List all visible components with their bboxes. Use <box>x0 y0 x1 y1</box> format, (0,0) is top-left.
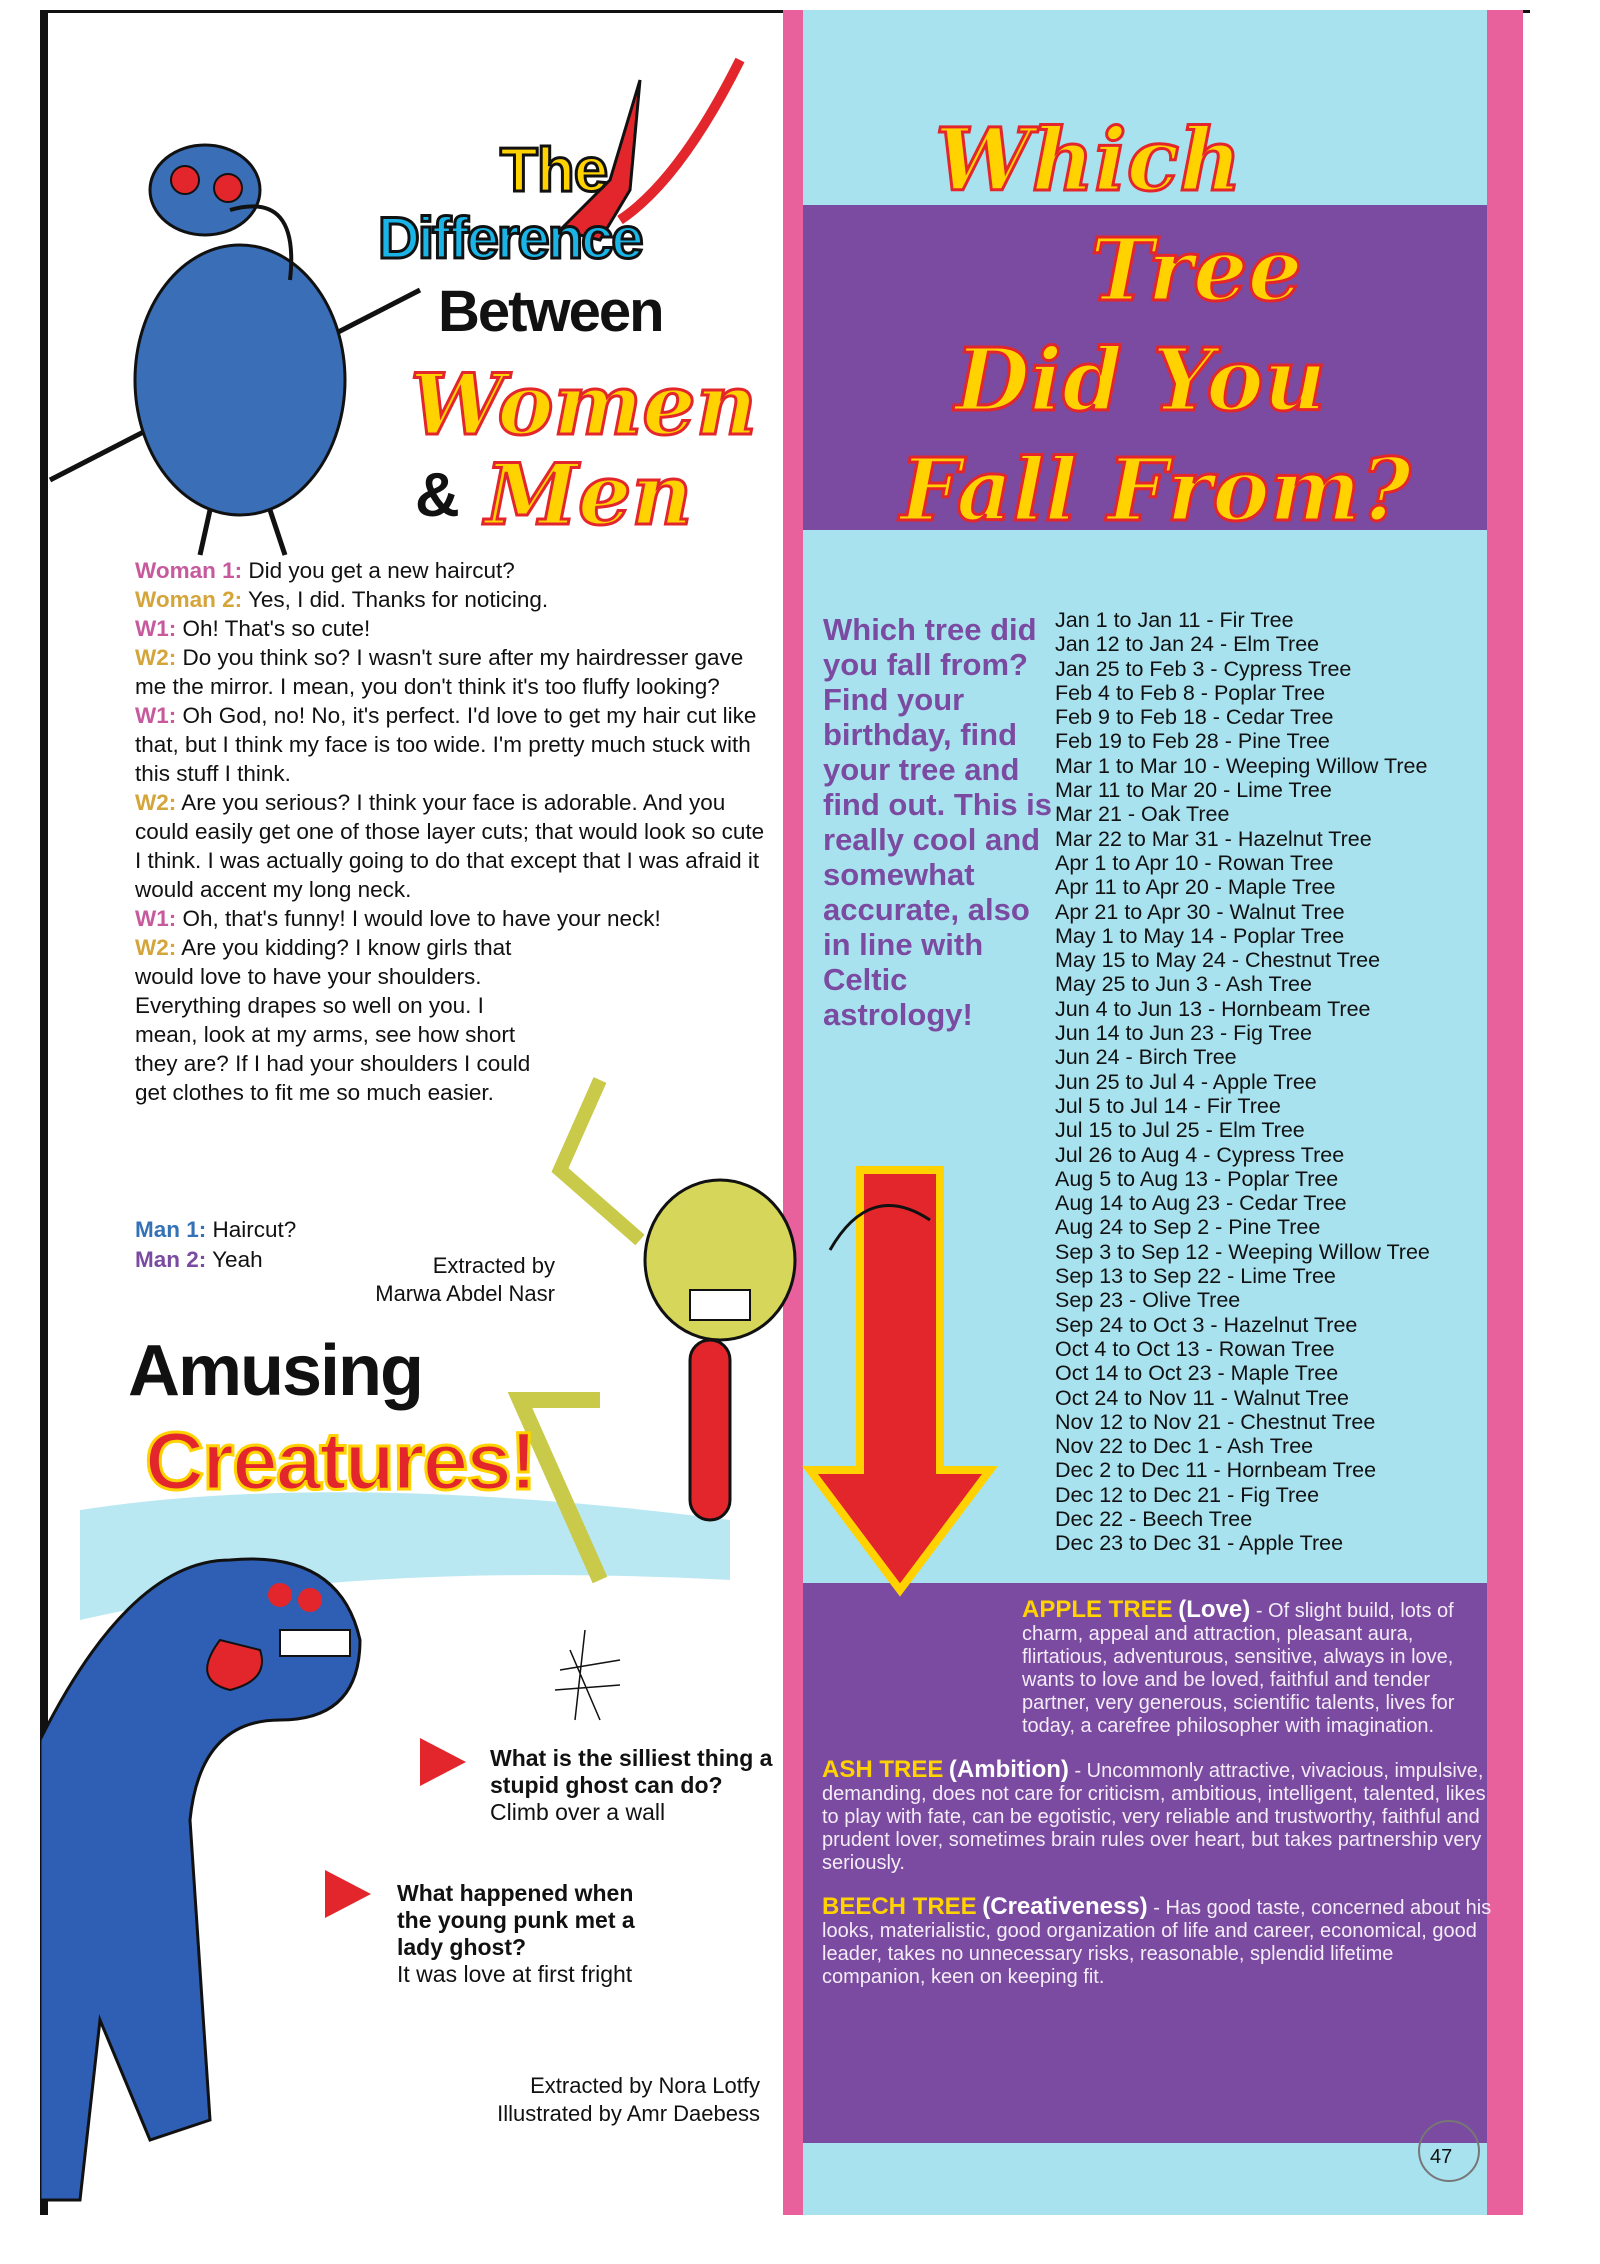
dialogue-line <box>135 933 535 1107</box>
dialogue-text: Oh! That's so cute! <box>176 616 371 641</box>
title-between: Between <box>438 279 663 344</box>
blue-devil-icon <box>135 145 345 555</box>
dialogue-block <box>135 556 770 1107</box>
tree-date-item: Jul 26 to Aug 4 - Cypress Tree <box>1055 1142 1345 1167</box>
green-creature-icon <box>520 1080 795 1580</box>
amusing-title: Amusing <box>128 1331 423 1411</box>
tree-date-item: Jun 24 - Birch Tree <box>1055 1045 1237 1070</box>
dialogue-line <box>135 556 770 585</box>
dialogue-line <box>135 1215 296 1245</box>
dialogue-text: Oh, that's funny! I would love to have your neck! <box>176 906 661 931</box>
tree-date-item: May 25 to Jun 3 - Ash Tree <box>1055 972 1312 997</box>
tree-date-item: Jun 4 to Jun 13 - Hornbeam Tree <box>1055 996 1371 1021</box>
speaker-label: Woman 2: <box>135 587 243 612</box>
tree-text: - Has good taste, concerned about his looks, materialistic, good organization of life and career, economical, good leader, takes no unnecessary risks, reasonable, splendid lifetime companion, keen on keeping fit. <box>822 1897 1492 1988</box>
dialogue-line <box>135 701 770 788</box>
title-difference: Difference <box>378 206 642 271</box>
cobweb-icon <box>555 1630 620 1720</box>
tree-title-line-2: Tree <box>1090 220 1303 321</box>
dialogue-text: Do you think so? I wasn't sure after my hairdresser gave me the mirror. I mean, you don't think it's too fluffy looking? <box>135 645 744 699</box>
tree-trait: (Love) <box>1178 1596 1251 1623</box>
dialogue-text: Are you serious? I think your face is adorable. And you could easily get one of those layer cuts; that would look so cute I think. I was actually going to do that except that I was afraid it would accent my long neck. <box>135 790 765 902</box>
tree-text: - Uncommonly attractive, vivacious, impulsive, demanding, does not care for criticism, ambitious, intelligent, talented, likes to play with fate, can be egotistic, very reliable and trustworthy, faithful and prudent lover, sometimes brain rules over heart, but takes partnership very seriously. <box>822 1760 1486 1874</box>
tree-descriptions <box>822 1598 1492 2009</box>
down-arrow-icon <box>810 1170 990 1590</box>
title-women: Women <box>410 355 757 454</box>
credit-line: Illustrated by Amr Daebess <box>497 2101 760 2126</box>
joke-question: What happened when the young punk met a lady ghost? <box>397 1880 635 1960</box>
tree-date-item: Apr 11 to Apr 20 - Maple Tree <box>1055 875 1336 900</box>
credit-line: Extracted by <box>432 1253 555 1278</box>
tree-title-line-3: Did You <box>955 330 1327 431</box>
speaker-label: W2: <box>135 645 177 670</box>
joke-answer: It was love at first fright <box>397 1961 633 1987</box>
speaker-label: Woman 1: <box>135 558 243 583</box>
tree-date-item: Sep 3 to Sep 12 - Weeping Willow Tree <box>1055 1239 1430 1264</box>
tree-date-item: Dec 22 - Beech Tree <box>1055 1506 1253 1531</box>
tree-date-item: Oct 14 to Oct 23 - Maple Tree <box>1055 1361 1339 1386</box>
tree-description <box>822 1895 1492 1989</box>
dialogue-line <box>135 643 770 701</box>
dialogue-line <box>135 1245 296 1275</box>
tree-date-item: Sep 24 to Oct 3 - Hazelnut Tree <box>1055 1312 1358 1337</box>
tree-title-line-1: Which <box>935 110 1242 211</box>
tree-date-item: Nov 22 to Dec 1 - Ash Tree <box>1055 1434 1314 1459</box>
speaker-label: W2: <box>135 935 177 960</box>
tree-date-item: Mar 22 to Mar 31 - Hazelnut Tree <box>1055 826 1372 851</box>
tree-trait: (Ambition) <box>948 1756 1069 1783</box>
triangle-bullet-icon <box>325 1870 371 1918</box>
tree-date-item: Apr 1 to Apr 10 - Rowan Tree <box>1055 850 1334 875</box>
tree-date-item: Oct 4 to Oct 13 - Rowan Tree <box>1055 1336 1335 1361</box>
speaker-label: W1: <box>135 616 177 641</box>
joke-answer: Climb over a wall <box>490 1799 666 1825</box>
joke-question: What is the silliest thing a stupid ghost can do? <box>490 1745 773 1798</box>
dialogue-text: Yes, I did. Thanks for noticing. <box>242 587 549 612</box>
tree-date-item: Aug 24 to Sep 2 - Pine Tree <box>1055 1215 1321 1240</box>
tree-trait: (Creativeness) <box>982 1893 1148 1920</box>
tree-date-item: Aug 14 to Aug 23 - Cedar Tree <box>1055 1191 1347 1216</box>
dialogue-line <box>135 788 770 904</box>
triangle-bullet-icon <box>420 1738 466 1786</box>
tree-date-item: Aug 5 to Aug 13 - Poplar Tree <box>1055 1166 1339 1191</box>
tree-date-item: Feb 9 to Feb 18 - Cedar Tree <box>1055 705 1334 730</box>
arrow-illustration <box>800 1140 1000 1640</box>
speaker-label: Man 1: <box>135 1217 207 1242</box>
credit-line: Marwa Abdel Nasr <box>375 1281 555 1306</box>
tree-date-item: May 15 to May 24 - Chestnut Tree <box>1055 948 1381 973</box>
tree-date-item: Oct 24 to Nov 11 - Walnut Tree <box>1055 1385 1349 1410</box>
dialogue-text: Yeah <box>206 1247 263 1272</box>
tree-name: ASH TREE <box>822 1756 944 1783</box>
tree-date-item: Jul 15 to Jul 25 - Elm Tree <box>1055 1118 1305 1143</box>
tree-date-item: Mar 11 to Mar 20 - Lime Tree <box>1055 778 1332 803</box>
tree-date-item: Jan 1 to Jan 11 - Fir Tree <box>1055 608 1294 632</box>
tree-date-item: Nov 12 to Nov 21 - Chestnut Tree <box>1055 1409 1376 1434</box>
speaker-label: W2: <box>135 790 177 815</box>
credit-left <box>345 1252 555 1308</box>
tree-date-item: Mar 1 to Mar 10 - Weeping Willow Tree <box>1055 753 1428 778</box>
dialogue-line <box>135 585 770 614</box>
tree-date-item: Mar 21 - Oak Tree <box>1055 802 1230 827</box>
tree-title-line-4: Fall From? <box>900 440 1411 541</box>
dialogue-text: Did you get a new haircut? <box>242 558 515 583</box>
tree-date-item: Sep 13 to Sep 22 - Lime Tree <box>1055 1264 1336 1289</box>
creatures-title: Creatures! <box>145 1416 536 1507</box>
dialogue-text: Are you kidding? I know girls that would love to have your shoulders. Everything drapes so well on you. I mean, look at my arms, see how short they are? If I had your shoulders I could get clothes to fit me so much easier. <box>135 935 531 1105</box>
tree-date-item: Sep 23 - Olive Tree <box>1055 1288 1241 1313</box>
tree-date-item: Dec 12 to Dec 21 - Fig Tree <box>1055 1482 1320 1507</box>
tree-intro: Which tree did you fall from? Find your birthday, find your tree and find out. This is really cool and somewhat accurate, also in line with Celtic astrology! <box>823 612 1053 1032</box>
joke-2 <box>397 1880 657 1988</box>
title-men: Men <box>485 445 693 544</box>
dialogue-text: Oh God, no! No, it's perfect. I'd love to get my hair cut like that, but I think my face is too wide. I'm pretty much stuck with this stuff I think. <box>135 703 757 786</box>
tree-text: - Of slight build, lots of charm, appeal and attraction, pleasant aura, flirtatious, adventurous, sensitive, always in love, wants to love and be loved, faithful and tender partner, very generous, scientific talents, lives for today, a carefree philosopher with imagination. <box>1022 1600 1455 1737</box>
dialogue-text: Haircut? <box>206 1217 297 1242</box>
speaker-label: W1: <box>135 906 177 931</box>
tree-date-item: Jun 14 to Jun 23 - Fig Tree <box>1055 1021 1312 1046</box>
dialogue-line <box>135 614 770 643</box>
tree-date-item: Jan 12 to Jan 24 - Elm Tree <box>1055 632 1320 657</box>
tree-description <box>822 1598 1492 1738</box>
tree-date-item: Jun 25 to Jul 4 - Apple Tree <box>1055 1069 1317 1094</box>
tree-date-item: Feb 4 to Feb 8 - Poplar Tree <box>1055 680 1326 705</box>
tree-description <box>822 1758 1492 1875</box>
tree-date-item: Dec 23 to Dec 31 - Apple Tree <box>1055 1531 1344 1556</box>
men-dialogue <box>135 1215 296 1275</box>
tree-date-item: Dec 2 to Dec 11 - Hornbeam Tree <box>1055 1458 1377 1483</box>
credit-bottom <box>430 2072 760 2128</box>
tree-date-item: Jul 5 to Jul 14 - Fir Tree <box>1055 1093 1281 1118</box>
joke-1 <box>490 1745 780 1826</box>
title-ampersand: & <box>415 461 460 530</box>
tree-date-item: Apr 21 to Apr 30 - Walnut Tree <box>1055 899 1345 924</box>
speaker-label: Man 2: <box>135 1247 207 1272</box>
tree-date-item: Feb 19 to Feb 28 - Pine Tree <box>1055 729 1330 754</box>
speaker-label: W1: <box>135 703 177 728</box>
tree-date-list <box>1055 608 1485 1556</box>
dialogue-line <box>135 904 770 933</box>
credit-line: Extracted by Nora Lotfy <box>530 2073 760 2098</box>
tree-name: APPLE TREE <box>1022 1596 1173 1623</box>
tree-date-item: May 1 to May 14 - Poplar Tree <box>1055 923 1345 948</box>
page-number: 47 <box>1430 2146 1453 2168</box>
tree-date-item: Jan 25 to Feb 3 - Cypress Tree <box>1055 656 1352 681</box>
blue-creature-icon <box>40 1559 360 2200</box>
tree-name: BEECH TREE <box>822 1893 977 1920</box>
title-the: The <box>500 136 608 205</box>
